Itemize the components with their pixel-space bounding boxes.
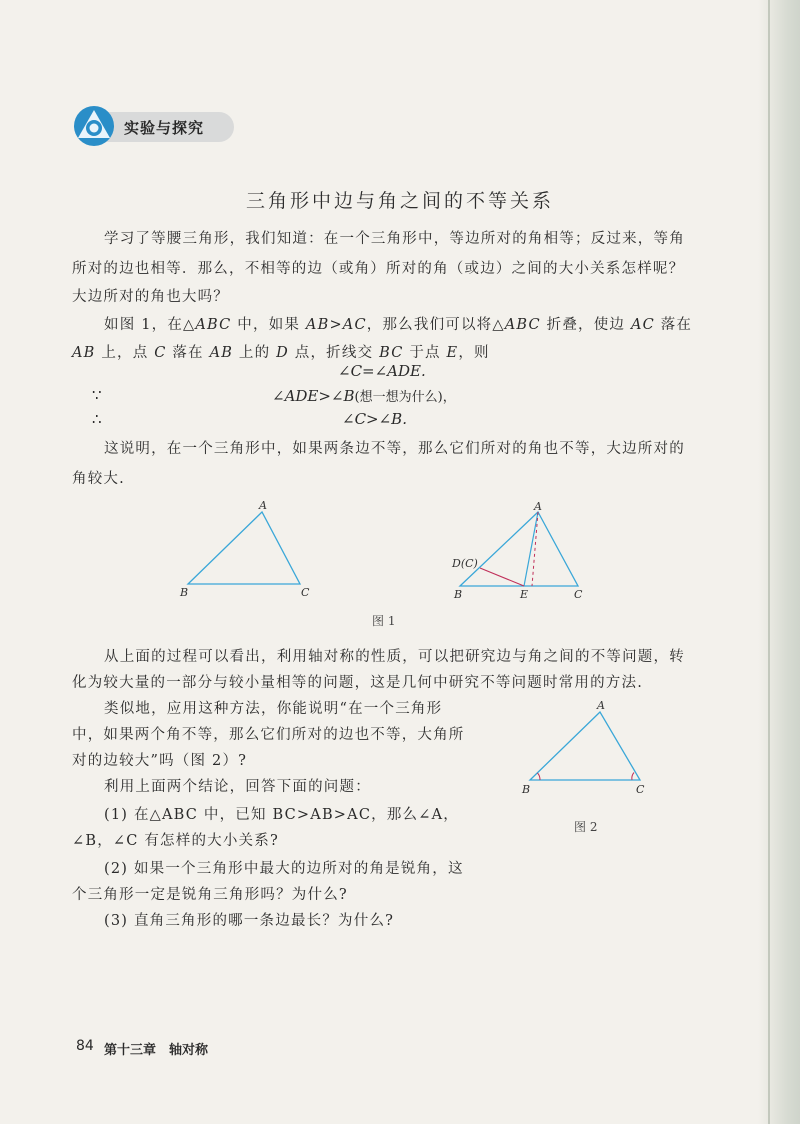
questions-intro: 利用上面两个结论，回答下面的问题： [104, 779, 371, 795]
figure1-right-triangle [448, 500, 598, 602]
question-2-line-2: 个三角形一定是锐角三角形吗？为什么? [72, 887, 348, 903]
label-b: B [522, 783, 531, 796]
chapter-title: 第十三章 轴对称 [104, 1043, 209, 1058]
question-1-line-2: ∠B，∠C 有怎样的大小关系? [72, 833, 279, 849]
para3-line-1: 从上面的过程可以看出，利用轴对称的性质，可以把研究边与角之间的不等问题，转 [104, 649, 685, 665]
question-1-line-1: (1) 在△ABC 中，已知 BC>AB>AC，那么∠A， [104, 807, 459, 823]
triangle-circle-icon [72, 104, 116, 148]
figure1-left-triangle [170, 500, 320, 602]
label-c: C [301, 586, 310, 599]
angle-c-arc [632, 773, 634, 781]
conclusion-line-2: 角较大. [72, 471, 125, 487]
figure2-caption: 图 2 [574, 820, 598, 834]
therefore-symbol: ∴ [92, 410, 102, 428]
book-spine-edge [768, 0, 770, 1124]
angle-b-arc [538, 773, 541, 780]
section-badge [72, 104, 234, 148]
intro-line-3: 大边所对的角也大吗？ [72, 289, 229, 305]
para2-line-2: AB 上，点 C 落在 AB 上的 D 点，折线交 BC 于点 E，则 [72, 345, 490, 361]
book-spine-shadow [758, 0, 800, 1124]
badge-label: 实验与探究 [124, 119, 205, 137]
label-e: E [520, 588, 529, 601]
equation-2: ∠ADE>∠B(想一想为什么)， [272, 387, 456, 405]
figure1-caption: 图 1 [372, 614, 396, 628]
segment-de [480, 568, 524, 586]
label-b: B [454, 588, 463, 601]
intro-line-2: 所对的边也相等．那么，不相等的边（或角）所对的角（或边）之间的大小关系怎样呢？ [72, 261, 685, 277]
para4-line-2: 中，如果两个角不等，那么它们所对的边也不等，大角所 [72, 727, 465, 743]
label-c: C [574, 588, 583, 601]
question-2-line-1: (2) 如果一个三角形中最大的边所对的角是锐角，这 [104, 861, 464, 877]
figure2-triangle [516, 700, 656, 800]
equation-1: ∠C=∠ADE. [338, 362, 426, 380]
triangle-abc [188, 512, 300, 584]
para4-line-3: 对的边较大”吗（图 2）? [72, 753, 248, 769]
label-a: A [259, 500, 267, 512]
label-c: C [636, 783, 645, 796]
label-b: B [180, 586, 189, 599]
intro-line-1: 学习了等腰三角形，我们知道：在一个三角形中，等边所对的角相等；反过来，等角 [104, 231, 685, 247]
conclusion-line-1: 这说明，在一个三角形中，如果两条边不等，那么它们所对的角也不等，大边所对的 [104, 441, 685, 457]
fold-dashed-line [532, 512, 538, 586]
para2-line-1: 如图 1，在△ABC 中，如果 AB>AC，那么我们可以将△ABC 折叠，使边 AC 落在 [104, 317, 693, 333]
page-number: 84 [76, 1038, 94, 1054]
para4-line-1: 类似地，应用这种方法，你能说明“在一个三角形 [104, 701, 443, 717]
label-d-c: D(C) [452, 557, 478, 570]
because-symbol: ∵ [92, 386, 102, 404]
label-a: A [534, 500, 542, 513]
para3-line-2: 化为较大量的一部分与较小量相等的问题，这是几何中研究不等问题时常用的方法. [72, 675, 644, 691]
question-3: (3) 直角三角形的哪一条边最长？为什么? [104, 913, 395, 929]
equation-3: ∠C>∠B. [342, 410, 407, 428]
triangle-abc-folded [460, 512, 578, 586]
triangle-abc [530, 712, 640, 780]
section-title: 三角形中边与角之间的不等关系 [245, 190, 554, 212]
label-a: A [597, 700, 605, 712]
